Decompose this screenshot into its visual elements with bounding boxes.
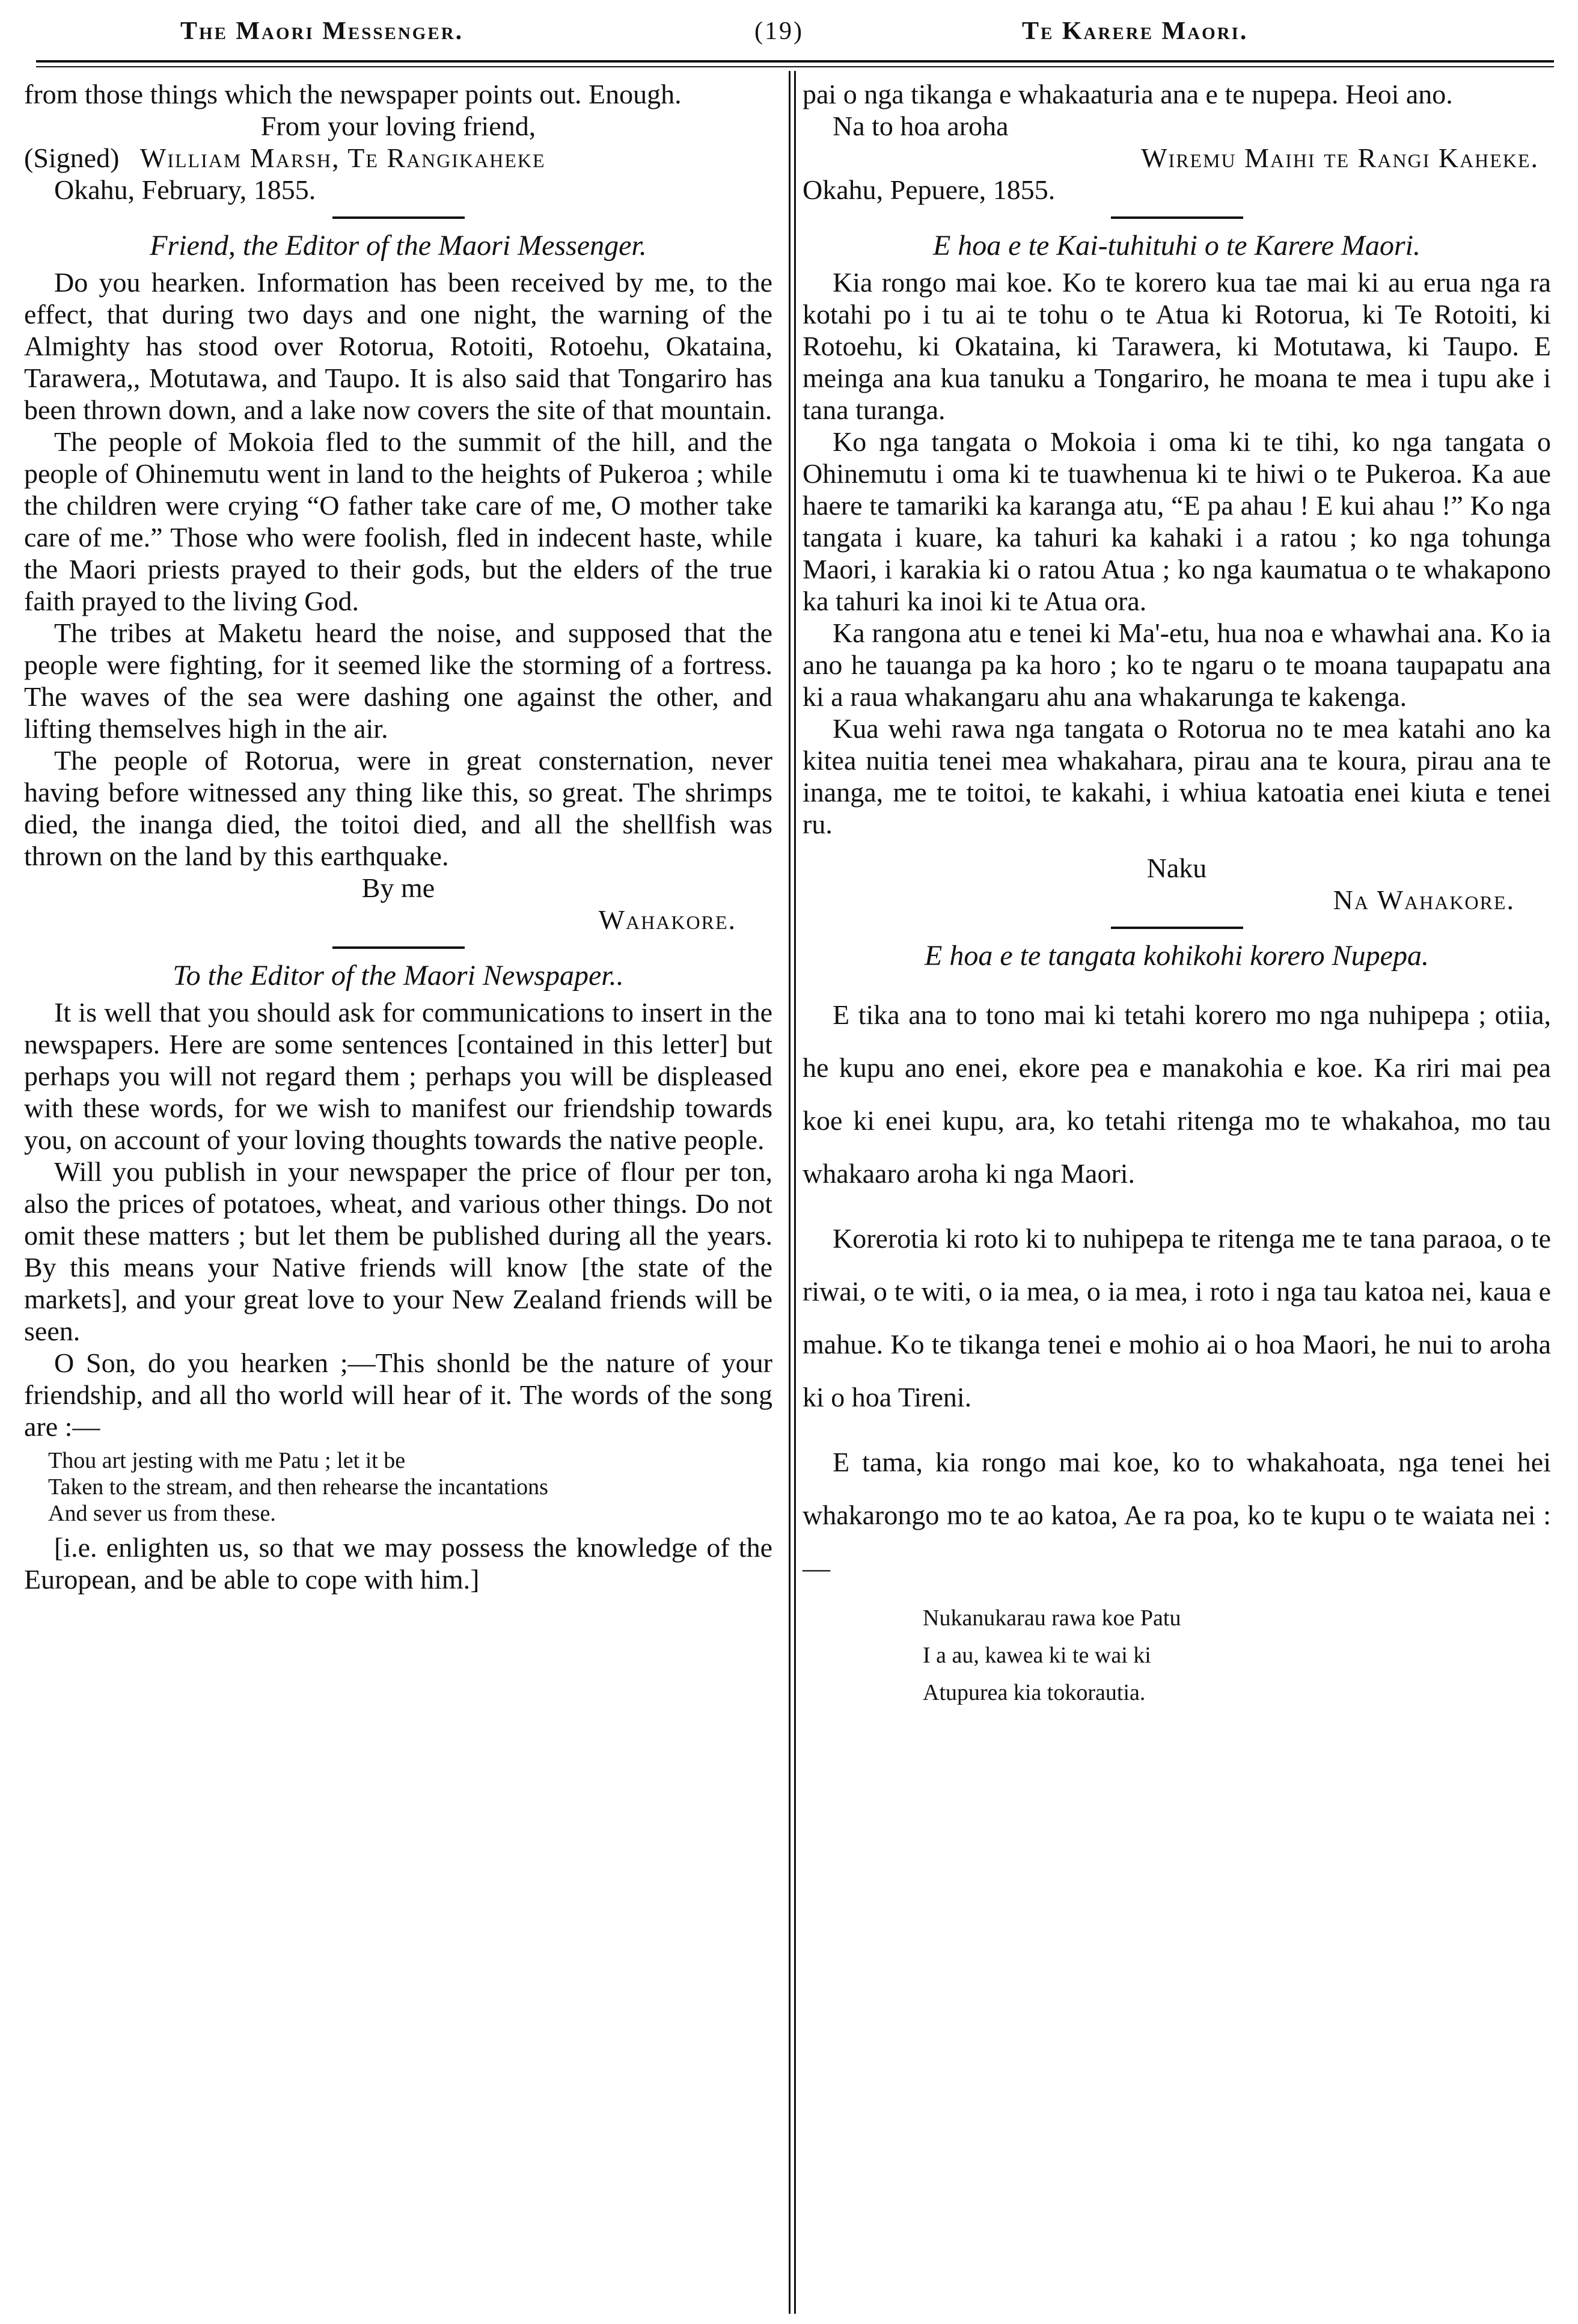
letter2-signature: Na Wahakore.: [1333, 885, 1515, 915]
masthead-english: The Maori Messenger.: [180, 17, 464, 45]
column-divider: [789, 71, 796, 2314]
letter1-place-date: Okahu, February, 1855.: [54, 174, 316, 205]
letter3-paragraph: E tika ana to tono mai ki tetahi korero mo nga nuhipepa ; otiia, he kupu ano enei, ekore pea e manakohia e koe. Ka riri mai pea koe ki enei kupu, ara, ko tetahi ritenga mo te whakahoa, mo tau whakaaro aroha ki nga Maori.: [803, 999, 1551, 1189]
letter2-heading: Friend, the Editor of the Maori Messenger.: [150, 230, 647, 262]
letter2-paragraph: The people of Rotorua, were in great consternation, never having before witnessed any thing like this, so great. The shrimps died, the inanga died, the toitoi died, and all the shellfish was thrown on the land by this earthquake.: [24, 745, 772, 871]
letter2-paragraph: The people of Mokoia fled to the summit of the hill, and the people of Ohinemutu went in land to the heights of Pukeroa ; while the children were crying “O father take care of me, O mother take care of me.” Those who were foolish, fled in indecent haste, while the Maori priests prayed to their gods, but the elders of the true faith prayed to the living God.: [24, 426, 772, 616]
letter1-continuation: pai o nga tikanga e whakaaturia ana e te nupepa. Heoi ano.: [803, 79, 1453, 109]
letter3-paragraph: It is well that you should ask for communications to insert in the newspapers. Here are some sentences [contained in this letter] but perhaps you will not regard them ; perhaps you will be displeased with these words, for we wish to manifest our friendship towards you, on account of your loving thoughts towards the native people.: [24, 997, 772, 1155]
maori-column: [803, 78, 1551, 1716]
letter1-closing: From your loving friend,: [260, 111, 536, 141]
header-rule-thin: [36, 66, 1554, 67]
letter3-paragraph: [i.e. enlighten us, so that we may possess the knowledge of the European, and be able to cope with him.]: [24, 1532, 772, 1595]
song-verse-english: [48, 1447, 772, 1527]
letter3-paragraph: Will you publish in your newspaper the price of flour per ton, also the prices of potatoes, wheat, and various other things. Do not omit these matters ; but let them be published during all the years. By this means your Native friends will know [the state of the markets], and your great love to your New Zealand friends will be seen.: [24, 1156, 772, 1346]
letter3-paragraph: Korerotia ki roto ki to nuhipepa te ritenga me te tana paraoa, o te riwai, o te witi, o ia mea, o ia mea, i roto i nga tau katoa nei, kaua e mahue. Ko te tikanga tenei e mohio ai o hoa Maori, he nui to aroha ki o hoa Tireni.: [803, 1223, 1551, 1412]
letter1-signature: Wiremu Maihi te Rangi Kaheke.: [1141, 143, 1539, 173]
letter3-heading: To the Editor of the Maori Newspaper..: [173, 960, 624, 992]
letter1-place-date: Okahu, Pepuere, 1855.: [803, 174, 1056, 205]
letter2-paragraph: The tribes at Maketu heard the noise, and supposed that the people were fighting, for it seemed like the storming of a fortress. The waves of the sea were dashing one against the other, and lifting themselves high in the air.: [24, 618, 772, 744]
header-rule: [36, 60, 1554, 63]
letter1-signature: William Marsh, Te Rangikaheke: [139, 143, 546, 173]
english-column: [24, 78, 772, 1595]
letter2-heading: E hoa e te Kai-tuhituhi o te Karere Maori.: [932, 230, 1421, 262]
letter3-paragraph: E tama, kia rongo mai koe, ko to whakahoata, nga tenei hei whakarongo mo te ao katoa, Ae ra poa, ko te kupu o te waiata nei :—: [803, 1447, 1551, 1583]
letter2-paragraph: Do you hearken. Information has been received by me, to the effect, that during two days and one night, the warning of the Almighty has stood over Rotorua, Rotoiti, Rotoehu, Okataina, Tarawera,, Motutawa, and Taupo. It is also said that Tongariro has been thrown down, and a lake now covers the site of that mountain.: [24, 267, 772, 425]
letter1-closing: Na to hoa aroha: [833, 111, 1009, 141]
section-divider: [1111, 216, 1243, 219]
letter2-signature: Wahakore.: [598, 904, 736, 935]
verse-line: And sever us from these.: [48, 1501, 276, 1526]
letter2-byme: By me: [361, 872, 435, 903]
section-divider: [332, 216, 465, 219]
page-number: (19): [754, 17, 804, 45]
letter2-paragraph: Ko nga tangata o Mokoia i oma ki te tihi, ko nga tangata o Ohinemutu i oma ki te tuawhenua ki te hiwi o te Pukeroa. Ka aue haere te tamariki ka karanga atu, “E pa ahau ! E kui ahau !” Ko nga tangata i kuare, ka tahuri ka kahaki i a ratou ; ko nga tohunga Maori, i karakia ki o ratou Atua ; ko nga kaumatua o te whakapono ka tahuri ka inoi ki te Atua ora.: [803, 426, 1551, 616]
section-divider: [1111, 927, 1243, 929]
letter2-paragraph: Kia rongo mai koe. Ko te korero kua tae mai ki au erua nga ra kotahi po i tu ai te tohu o te Atua ki Rotorua, ki Te Rotoiti, ki Rotoehu, ki Okataina, ki Tarawera, ki Motutawa, ki Taupo. E meinga ana kua tanuku a Tongariro, he moana te mea i tupu ake i tana turanga.: [803, 267, 1551, 425]
letter3-paragraph: O Son, do you hearken ;—This shonld be the nature of your friendship, and all tho world will hear of it. The words of the song are :—: [24, 1347, 772, 1442]
letter1-signed-line: [24, 142, 772, 174]
page-header: [0, 0, 1578, 58]
letter3-heading: E hoa e te tangata kohikohi korero Nupepa.: [925, 940, 1429, 972]
letter2-paragraph: Kua wehi rawa nga tangata o Rotorua no te mea katahi ano ka kitea nuitia tenei mea whakahara, pirau ana te koura, pirau ana te inanga, me te toitoi, te kakahi, i whiua katoatia enei kiuta e tenei ru.: [803, 713, 1551, 839]
letter1-continuation: from those things which the newspaper points out. Enough.: [24, 79, 682, 109]
section-divider: [332, 946, 465, 949]
verse-line: Taken to the stream, and then rehearse the incantations: [48, 1474, 548, 1500]
song-verse-maori: [923, 1599, 1551, 1711]
signed-prefix: (Signed): [24, 143, 120, 173]
verse-line: Thou art jesting with me Patu ; let it be: [48, 1448, 406, 1473]
verse-line: I a au, kawea ki te wai ki: [923, 1643, 1151, 1668]
letter2-paragraph: Ka rangona atu e tenei ki Ma'-etu, hua noa e whawhai ana. Ko ia ano he tauanga pa ka horo ; ko te ngaru o te moana taupapatu ana ki a raua whakangaru ahu ana whakarunga te kakenga.: [803, 618, 1551, 712]
verse-line: Nukanukarau rawa koe Patu: [923, 1605, 1181, 1631]
masthead-maori: Te Karere Maori.: [1022, 17, 1249, 45]
letter2-byme: Naku: [1146, 853, 1207, 883]
verse-line: Atupurea kia tokorautia.: [923, 1680, 1146, 1705]
